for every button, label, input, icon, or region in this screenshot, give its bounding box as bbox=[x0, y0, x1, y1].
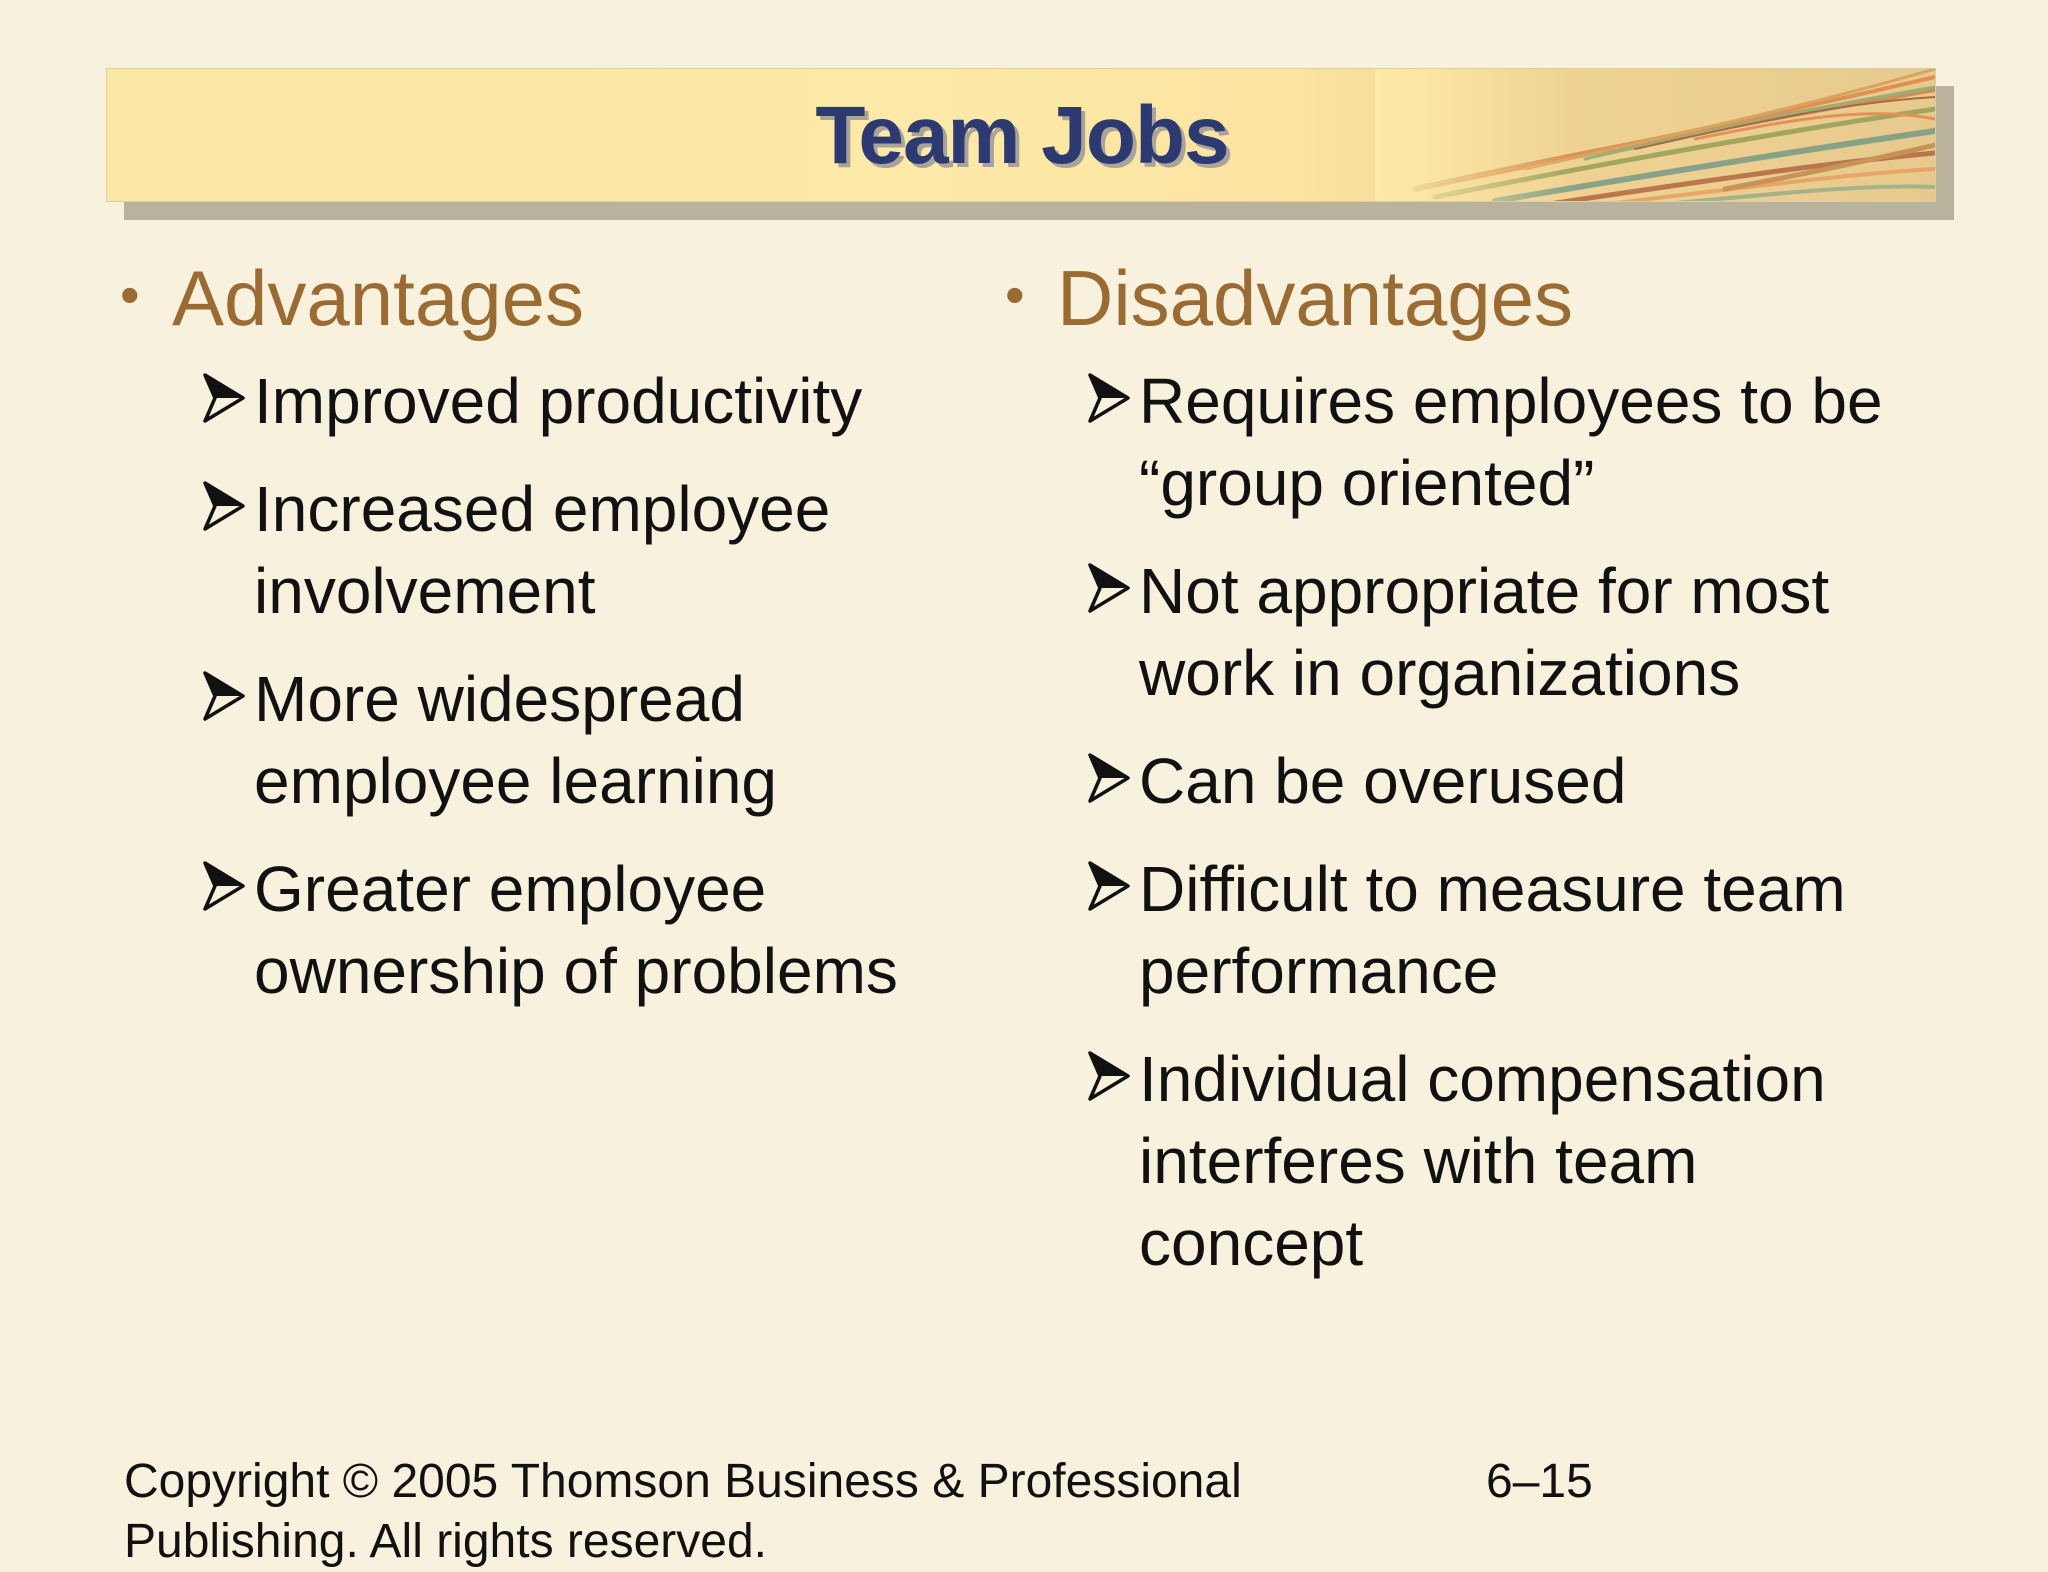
disadvantages-heading: Disadvantages bbox=[1057, 254, 1573, 342]
advantages-list bbox=[120, 360, 960, 1012]
disadvantage-text: Can be overused bbox=[1139, 745, 1627, 817]
arrowhead-icon bbox=[202, 468, 254, 537]
list-item bbox=[202, 360, 960, 442]
advantage-text: Improved productivity bbox=[254, 365, 863, 437]
advantage-text: More widespread employee learning bbox=[254, 663, 777, 817]
copyright-text: Copyright © 2005 Thomson Business & Professional Publishing. All rights reserved. bbox=[124, 1455, 1242, 1568]
advantages-column bbox=[120, 250, 960, 1038]
list-item bbox=[1087, 360, 1945, 524]
list-item bbox=[202, 848, 960, 1012]
disadvantages-list bbox=[1005, 360, 1945, 1284]
arrowhead-icon bbox=[202, 360, 254, 429]
disadvantage-text: Requires employees to be “group oriented” bbox=[1139, 365, 1883, 519]
disadvantages-column bbox=[1005, 250, 1945, 1310]
arrowhead-icon bbox=[202, 848, 254, 917]
arrowhead-icon bbox=[1087, 848, 1139, 917]
slide-title: Team Jobs bbox=[815, 90, 1229, 181]
disadvantages-heading-row bbox=[1005, 250, 1945, 350]
advantage-text: Greater employee ownership of problems bbox=[254, 853, 898, 1007]
disadvantage-text: Individual compensation interferes with team concept bbox=[1139, 1043, 1826, 1279]
advantage-text: Increased employee involvement bbox=[254, 473, 831, 627]
advantages-heading: Advantages bbox=[172, 254, 584, 342]
arrowhead-icon bbox=[1087, 1038, 1139, 1107]
list-item bbox=[202, 658, 960, 822]
arrowhead-icon bbox=[1087, 740, 1139, 809]
list-item bbox=[1087, 550, 1945, 714]
bullet-dot-icon: • bbox=[120, 263, 140, 326]
bullet-dot-icon: • bbox=[1005, 263, 1025, 326]
advantages-heading-row bbox=[120, 250, 960, 350]
disadvantage-text: Difficult to measure team performance bbox=[1139, 853, 1846, 1007]
list-item bbox=[1087, 1038, 1945, 1284]
arrowhead-icon bbox=[1087, 360, 1139, 429]
disadvantage-text: Not appropriate for most work in organizations bbox=[1139, 555, 1830, 709]
list-item bbox=[202, 468, 960, 632]
page-number: 6–15 bbox=[1486, 1455, 1593, 1508]
list-item bbox=[1087, 848, 1945, 1012]
arrowhead-icon bbox=[1087, 550, 1139, 619]
arrowhead-icon bbox=[202, 658, 254, 727]
title-banner bbox=[106, 68, 1936, 202]
list-item bbox=[1087, 740, 1945, 822]
